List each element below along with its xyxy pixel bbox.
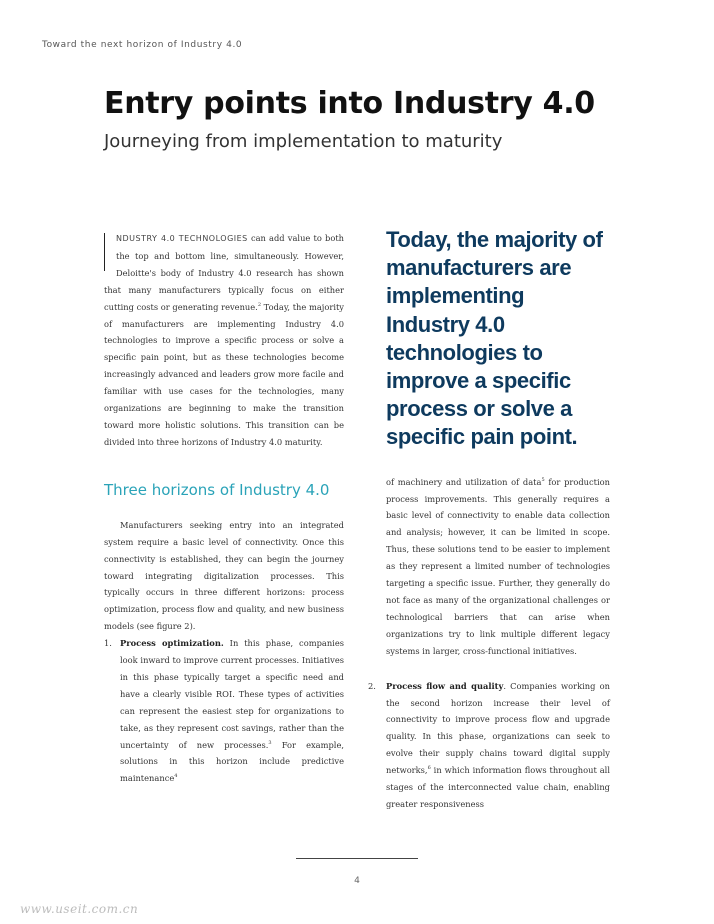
- running-header: Toward the next horizon of Industry 4.0: [42, 40, 243, 50]
- footer-rule: [296, 858, 418, 859]
- left-column: [104, 230, 344, 787]
- section-paragraph: Manufacturers seeking entry into an integrated system require a basic level of connectivity. Once this connectivity is established, they can begin the journey toward integrating digitalization processes. This typically occurs in three different horizons: process optimization, process flow and quality, and new business models (see figure 2).: [104, 519, 344, 632]
- list-item: [104, 635, 344, 787]
- item1-cont-b: for production process improvements. This generally requires a basic level of connectivity to enable data collection and analysis; however, it can be limited in scope. Thus, these solutions tend to be easier to implement as they represent a limited number of technologies targeting a specific issue. Further, they generally do not face as many of the organizational challenges or technological barriers that can arise when organizations try to link multiple different legacy systems in larger, cross-functional initiatives.: [386, 476, 610, 656]
- footnote-ref: 3: [268, 739, 272, 746]
- intro-lead-caps: NDUSTRY 4.0 TECHNOLOGIES: [116, 234, 248, 243]
- item1-term: Process optimization.: [120, 638, 224, 649]
- watermark: www.useit.com.cn: [20, 902, 139, 916]
- drop-cap-i: [104, 233, 112, 271]
- item1-text: [120, 635, 344, 787]
- page-subtitle: Journeying from implementation to maturity: [104, 131, 503, 152]
- horizons-list: [104, 635, 344, 787]
- item2-term: Process flow and quality: [386, 680, 504, 691]
- item2-text-a: . Companies working on the second horizon increase their level of connectivity to improve process flow and upgrade quality. In this phase, organizations can seek to evolve their supply chains toward digital supply networks,: [386, 680, 610, 776]
- page-number: 4: [354, 876, 360, 886]
- intro-text-a: can add value to both the top and bottom line, simultaneously. However, Deloitte's body of Industry 4.0 research has shown that many manufacturers typically focus on either cutting costs or generating revenue.: [104, 233, 344, 312]
- intro-paragraph: [104, 230, 344, 451]
- list-number: 2.: [368, 680, 376, 691]
- item2-text-b: in which information flows throughout all stages of the interconnected value chain, enabling greater responsiveness: [386, 765, 610, 809]
- section-heading: Three horizons of Industry 4.0: [104, 480, 330, 499]
- item1-cont-a: of machinery and utilization of data: [386, 476, 542, 487]
- list-item: [368, 678, 610, 813]
- item1-continued: [386, 474, 610, 660]
- right-column: [368, 226, 610, 813]
- intro-text-b: Today, the majority of manufacturers are implementing Industry 4.0 technologies to improve a specific process or solve a specific pain point, but as these technologies become increasingly advanced and leaders grow more facile and familiar with use cases for the technologies, many organizations are beginning to make the transition toward more holistic solutions. This transition can be divided into three horizons of Industry 4.0 maturity.: [104, 301, 344, 447]
- footnote-ref: 2: [257, 301, 262, 308]
- item2-text: [386, 678, 610, 813]
- item1-text-b: For example, solutions in this horizon include predictive maintenance: [120, 739, 344, 784]
- pull-quote: Today, the majority of manufacturers are implementing Industry 4.0 technologies to improve a specific process or solve a specific pain point.: [386, 227, 603, 450]
- item1-text-a: In this phase, companies look inward to improve current processes. Initiatives in this phase typically target a specific need and have a clearly visible ROI. These types of activities can represent the easiest step for organizations to take, as they represent cost savings, rather than the uncertainty of new processes.: [120, 638, 344, 750]
- page-title: Entry points into Industry 4.0: [104, 86, 595, 121]
- footnote-ref: 5: [541, 476, 545, 483]
- footnote-ref: 4: [174, 773, 178, 780]
- footnote-ref: 6: [427, 765, 431, 772]
- list-number: 1.: [104, 638, 112, 649]
